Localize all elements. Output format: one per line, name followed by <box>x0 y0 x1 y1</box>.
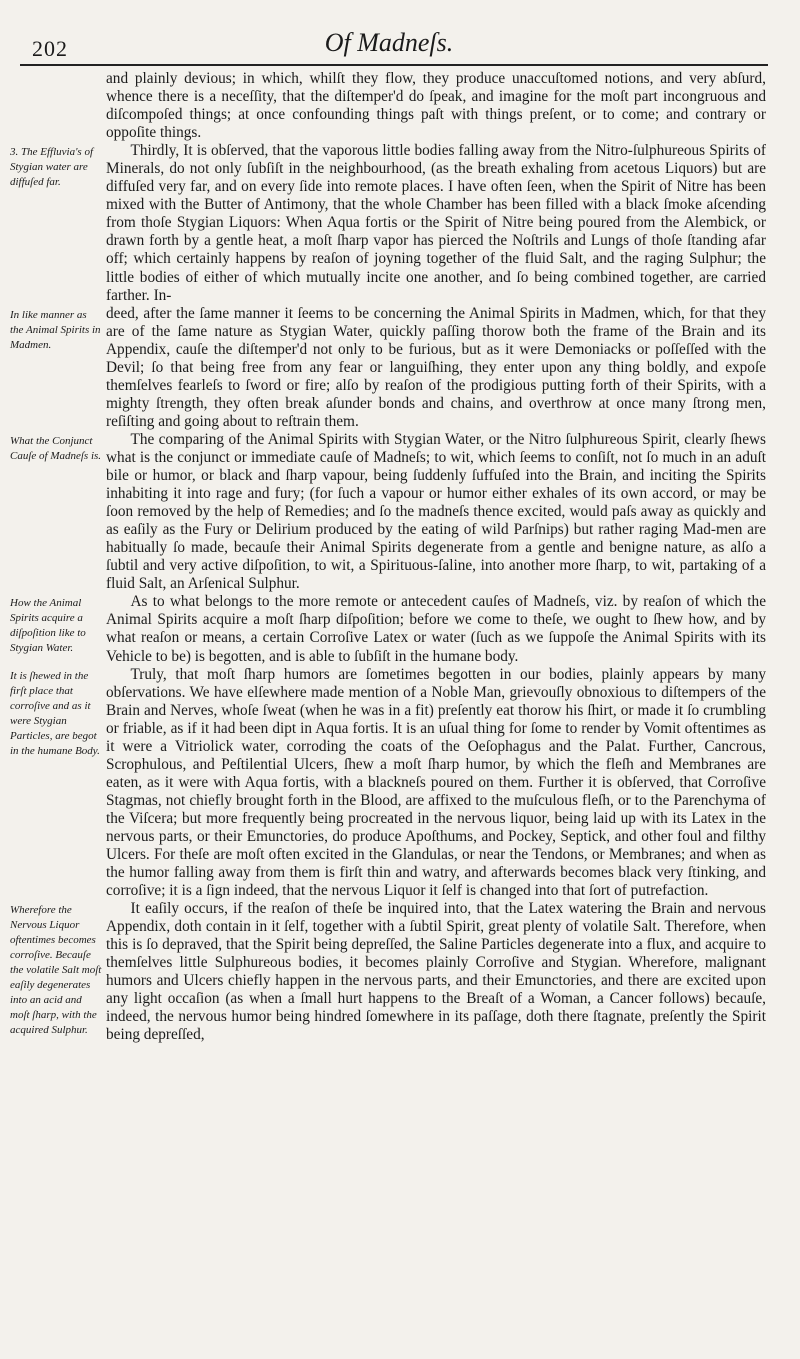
section-3 <box>10 431 768 593</box>
paragraph: Truly, that moſt ſharp humors are ſometimes begotten in our bodies, plainly appears by many obſervations. We have elſewhere made mention of a Noble Man, grievouſly obnoxious to diſtempers of the Brain and Nerves, whoſe ſweat (when he was in a fit) preſently eat thorow his ſhirt, or made it ſo crumbling or friable, as if it had been dipt in Aqua fortis. It is an uſual thing for ſome to render by Vomit oftentimes as it were a Vitriolick water, corroding the coats of the Oeſophagus and the Palat. Further, Cancrous, Scrophulous, and Peſtilential Ulcers, ſhew a moſt ſharp humor, by which the fleſh and Membranes are eaten, as it were with Aqua fortis, with a blackneſs poured on them. Further it is obſerved, that Corroſive Stagmas, not chiefly brought forth in the Blood, are affixed to the muſculous fleſh, or to the Parenchyma of the Viſcera; but more frequently being procreated in the nervous liquor, being laid up with its Latex in the nervous parts, or their Emunctories, do produce Apoſthums, and Pockey, Septick, and other foul and filthy Ulcers. For theſe are moſt often excited in the Glandulas, or near the Tendons, or Membranes; and when as the humor falling away from them is firſt thin and watry, and afterwards becomes black very ſtinking, and corroſive; it is a ſign indeed, that the nervous Liquor it ſelf is changed into that ſort of putrefaction. <box>106 665 766 900</box>
side-note: In like manner as the Animal Spirits in Madmen. <box>10 308 101 351</box>
side-note: What the Conjunct Cauſe of Madneſs is. <box>10 434 102 462</box>
paragraph: As to what belongs to the more remote or antecedent cauſes of Madneſs, viz. by reaſon of which the Animal Spirits acquire a moſt ſharp diſpoſition; before we come to theſe, we ought to ſhew how, and by what reaſon or means, a certain Corroſive Latex or water (ſuch as we ſuppoſe the Animal Spirits with its Vehicle to be) is begotten, and is able to ſubſiſt in the humane body. <box>106 593 766 665</box>
side-note: How the Animal Spirits acquire a diſpoſition like to Stygian Water. <box>10 597 86 655</box>
paragraph: and plainly devious; in which, whilſt they flow, they produce unaccuſtomed notions, and very abſurd, whence there is a neceſſity, that the diſtemper'd do ſpeak, and imagine for the moſt part incongruous and diſcompoſed things; at once confounding things paſt with things preſent, or to come; and contrary or oppoſite things. <box>106 70 766 142</box>
paragraph: Thirdly, It is obſerved, that the vaporous little bodies falling away from the Nitro-ſulphureous Spirits of Minerals, do not only ſubſiſt in the neighbourhood, (as the breath exhaling from acetous Liquors) but are diffuſed very far, and on every ſide into remote places. I have often ſeen, when the Spirit of Nitre has been mixed with the Butter of Antimony, that the whole Chamber has been filled with a black ſmoke aſcending from thoſe Stygian Liquors: When Aqua fortis or the Spirit of Nitre being poured from the Alembick, or drawn forth by a gentle heat, a moſt ſharp vapor has pierced the Noſtrils and Lungs of thoſe ſtanding afar off; which certainly happens by reaſon of joyning together of the fluid Salt, and the raging Sulphur; the little bodies of either of which mutually incite one another, and ſo being combined together, are carried farther. In- <box>106 142 766 304</box>
section-4 <box>10 593 768 665</box>
side-note: Wherefore the Nervous Liquor oftentimes becomes corroſive. Becauſe the volatile Salt moſt eaſily degenerates into an acid and moſt ſharp, with the acquired Sulphur. <box>10 904 102 1037</box>
paragraph: deed, after the ſame manner it ſeems to be concerning the Animal Spirits in Madmen, which, for that they are of the ſame nature as Stygian Water, quickly paſſing thorow both the frame of the Brain and its Appendix, cauſe the diſtemper'd not only to be furious, but as it were Demoniacks or poſſeſſed with the Devil; ſo that being free from any fear or languiſhing, they enter upon any thing boldly, and expoſe themſelves fearleſs to ſword or fire; alſo by reaſon of the prodigious putting forth of their Spirits, with a mighty ſtrength, they often break aſunder bonds and chains, and overthrow at once many ſtrong men, reſiſting and going about to reſtrain them. <box>106 304 766 430</box>
page-header <box>10 20 768 64</box>
running-head: Of Madneſs. <box>324 28 454 57</box>
section-6 <box>10 900 768 1044</box>
section-0 <box>10 70 768 142</box>
paragraph: It eaſily occurs, if the reaſon of theſe be inquired into, that the Latex watering the Brain and nervous Appendix, doth contain in it ſelf, together with a ſubtil Spirit, great plenty of volatile Salt. Therefore, when this is ſo depraved, that the Spirit being depreſſed, the Saline Particles degenerate into a flux, and acquire to themſelves little Sulphureous bodies, it becomes plainly Corroſive and Stygian. Wherefore, malignant humors and Ulcers chiefly happen in the nervous parts, and their Emunctories, and there are excited upon any light occaſion (as when a ſmall hurt happens to the Breaſt of a Woman, a Cancer follows) becauſe, indeed, the nervous humor being hindred ſomewhere in its paſſage, doth there ſtagnate, preſently the Spirit being depreſſed, <box>106 900 766 1044</box>
page-number: 202 <box>32 36 68 61</box>
side-note: 3. The Effluvia's of Stygian water are diffuſed far. <box>10 146 94 189</box>
header-rule <box>20 64 768 66</box>
paragraph: The comparing of the Animal Spirits with Stygian Water, or the Nitro ſulphureous Spirit, clearly ſhews what is the conjunct or immediate cauſe of Madneſs; to wit, which ſeems to conſiſt, not ſo much in an aduſt bile or humor, or black and ſharp vapour, being ſuddenly ſuffuſed into the Brain, and inciting the Spirits inhabiting it into rage and fury; (for ſuch a vapour or humor either exhales of its own accord, or may be ſoon removed by the help of Remedies; and ſo the madneſs thence excited, would paſs away as quickly and as eaſily as the Fury or Delirium produced by the eating of wild Parſnips) but rather raging Mad-men are habitually ſo made, becauſe their Animal Spirits degenerate from a gentle and benigne nature, as alſo a ſubtil and very active diſpoſition, to wit, a Spirituous-ſaline, into another more ſharp, to wit, partaking of a fluid Salt, an Arſenical Sulphur. <box>106 430 766 593</box>
side-note: It is ſhewed in the firſt place that corroſive and as it were Stygian Particles, are begot in the humane Body. <box>10 669 100 757</box>
side-note <box>10 70 106 73</box>
section-1 <box>10 142 768 304</box>
section-5 <box>10 666 768 901</box>
section-2 <box>10 305 768 431</box>
